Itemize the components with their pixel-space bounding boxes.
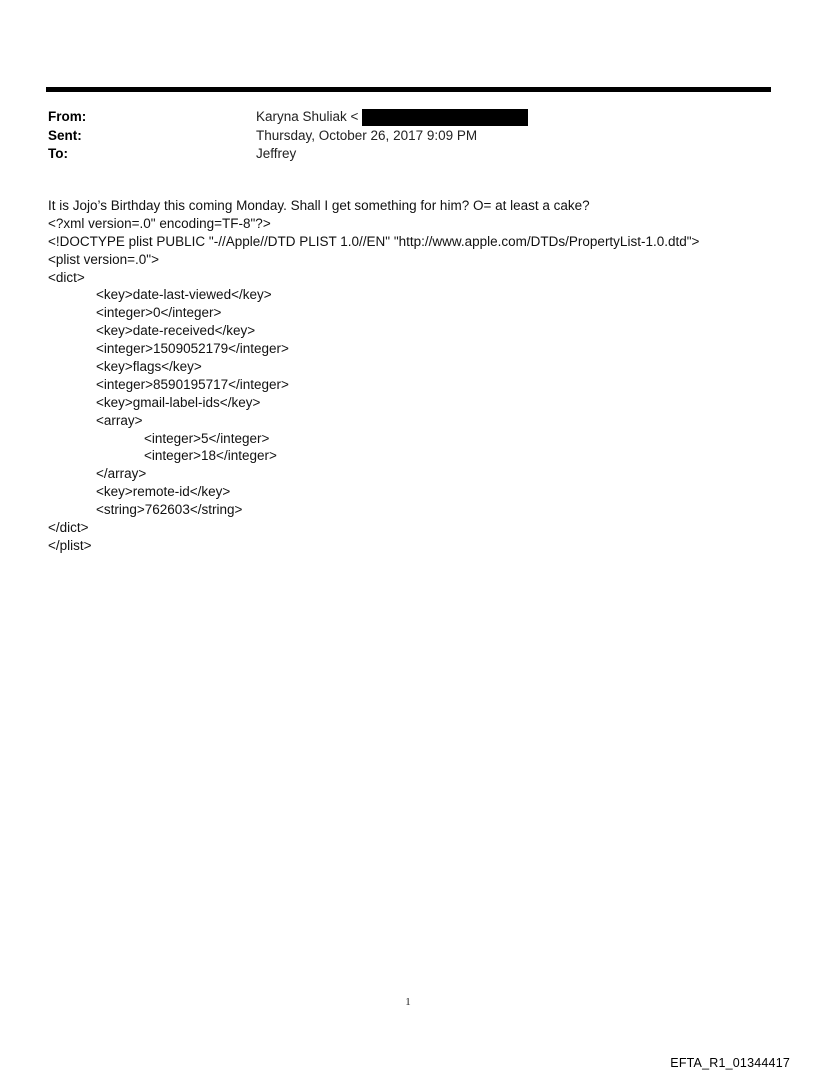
- plist-line: <integer>0</integer>: [96, 305, 222, 321]
- header-rule: [46, 87, 771, 92]
- to-value: Jeffrey: [256, 146, 297, 161]
- message-line: It is Jojo’s Birthday this coming Monday. Shall I get something for him? O= at least a cake?: [48, 198, 590, 213]
- plist-line: <key>date-last-viewed</key>: [96, 287, 272, 303]
- from-value: [256, 108, 528, 127]
- email-header: [48, 108, 748, 164]
- plist-line: <integer>5</integer>: [144, 430, 270, 446]
- page-number: 1: [405, 996, 411, 1008]
- sender-name: Karyna Shuliak <: [256, 109, 359, 124]
- xml-declaration-line: <?xml version=.0" encoding=TF-8"?>: [48, 215, 271, 231]
- redaction-block: [362, 109, 528, 126]
- sent-value: Thursday, October 26, 2017 9:09 PM: [256, 127, 478, 143]
- plist-line: <key>gmail-label-ids</key>: [96, 394, 261, 410]
- dict-open-line: <dict>: [48, 269, 85, 285]
- from-label: From:: [48, 109, 87, 124]
- plist-open-line: <plist version=.0">: [48, 251, 159, 267]
- plist-line: <string>762603</string>: [96, 502, 243, 518]
- plist-line: <integer>1509052179</integer>: [96, 341, 289, 357]
- plist-line: </array>: [96, 466, 147, 482]
- sent-label: Sent:: [48, 127, 82, 143]
- bates-number: EFTA_R1_01344417: [670, 1056, 790, 1070]
- plist-line: <array>: [96, 412, 143, 428]
- plist-line: <key>date-received</key>: [96, 323, 256, 339]
- doctype-line: <!DOCTYPE plist PUBLIC "-//Apple//DTD PLIST 1.0//EN" "http://www.apple.com/DTDs/PropertyList-1.0.dtd">: [48, 233, 700, 249]
- plist-close-line: </plist>: [48, 537, 92, 553]
- plist-line: <key>remote-id</key>: [96, 484, 231, 500]
- to-label: To:: [48, 146, 68, 161]
- dict-close-line: </dict>: [48, 520, 89, 536]
- from-row: [48, 108, 748, 127]
- plist-line: <integer>18</integer>: [144, 448, 277, 464]
- to-row: [48, 145, 748, 164]
- plist-line: <integer>8590195717</integer>: [96, 376, 289, 392]
- email-body: [48, 197, 788, 555]
- sent-row: [48, 127, 748, 146]
- plist-line: <key>flags</key>: [96, 359, 202, 375]
